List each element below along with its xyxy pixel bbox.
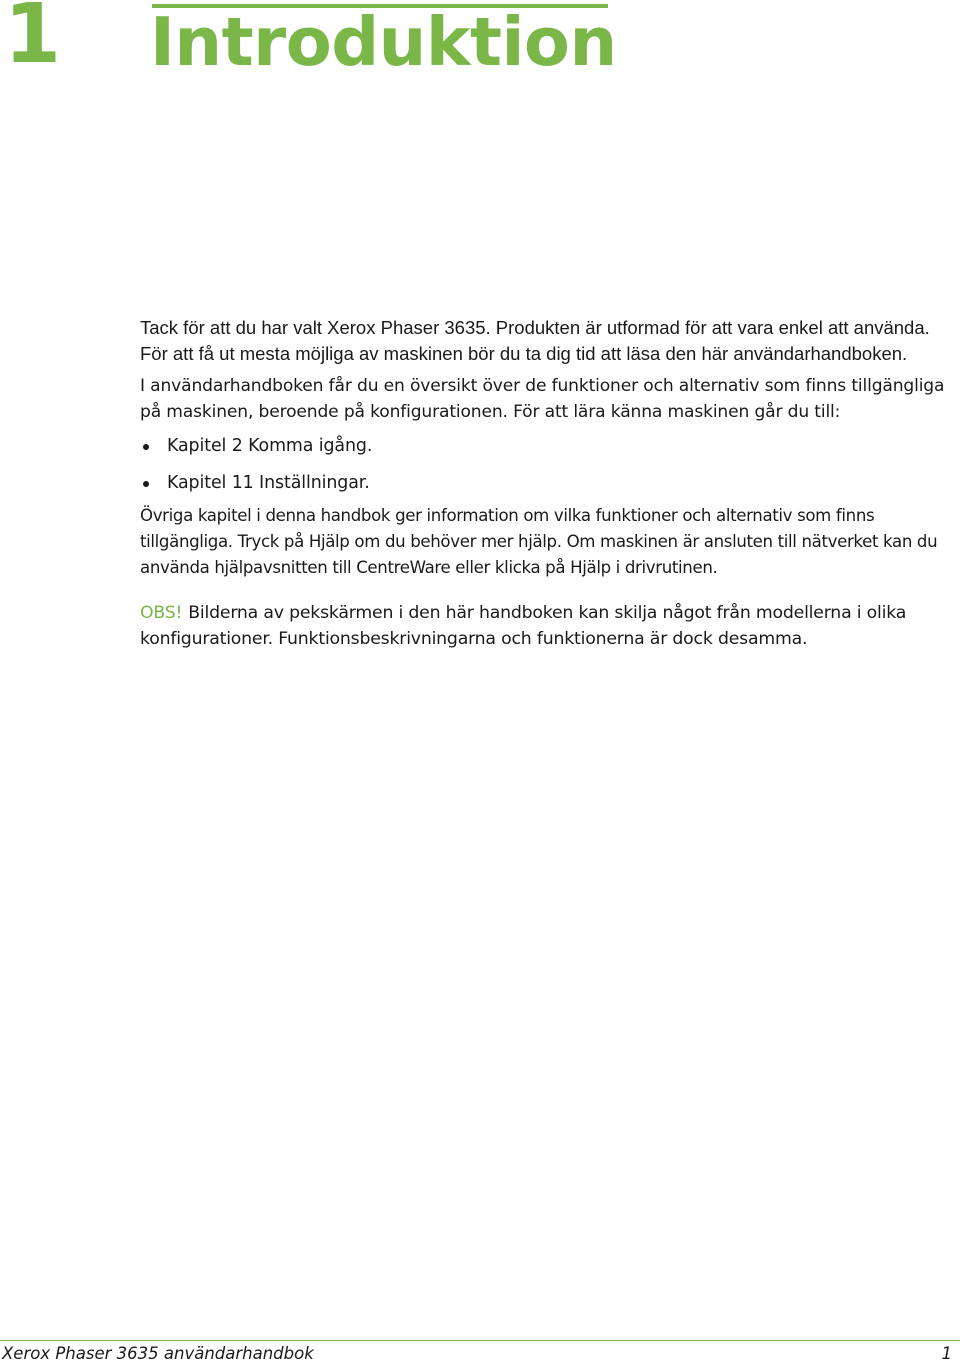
- chapter-list: [140, 433, 956, 507]
- page-number: 1: [941, 1344, 952, 1363]
- footer-title: Xerox Phaser 3635 användarhandbok: [2, 1344, 314, 1363]
- chapter-number: 1: [4, 0, 62, 82]
- note-label: OBS!: [140, 603, 183, 623]
- list-item-text: Kapitel 2 Komma igång.: [167, 436, 373, 456]
- other-chapters-paragraph: Övriga kapitel i denna handbok ger information om vilka funktioner och alternativ som finns tillgängliga. Tryck på Hjälp om du behöver mer hjälp. Om maskinen är ansluten till nätverket kan du använda hjälpavsnitten till CentreWare eller klicka på Hjälp i drivrutinen.: [140, 506, 938, 577]
- note-paragraph: [140, 600, 956, 652]
- bullet-icon: [143, 444, 149, 450]
- intro-paragraph: Tack för att du har valt Xerox Phaser 3635. Produkten är utformad för att vara enkel att använda. För att få ut mesta möjliga av maskinen bör du ta dig tid att läsa den här användarhandboken.: [140, 317, 930, 364]
- list-item: [140, 433, 956, 470]
- list-item-text: Kapitel 11 Inställningar.: [167, 473, 370, 493]
- overview-paragraph: I användarhandboken får du en översikt över de funktioner och alternativ som finns tillgängliga på maskinen, beroende på konfigurationen. För att lära känna maskinen går du till:: [140, 376, 945, 422]
- page-content: [140, 315, 956, 652]
- list-item: [140, 470, 956, 507]
- footer-rule: [0, 1340, 960, 1341]
- note-text: Bilderna av pekskärmen i den här handboken kan skilja något från modellerna i olika konfigurationer. Funktionsbeskrivningarna och funktionerna är dock desamma.: [140, 603, 907, 649]
- chapter-title: Introduktion: [150, 3, 617, 81]
- bullet-icon: [143, 481, 149, 487]
